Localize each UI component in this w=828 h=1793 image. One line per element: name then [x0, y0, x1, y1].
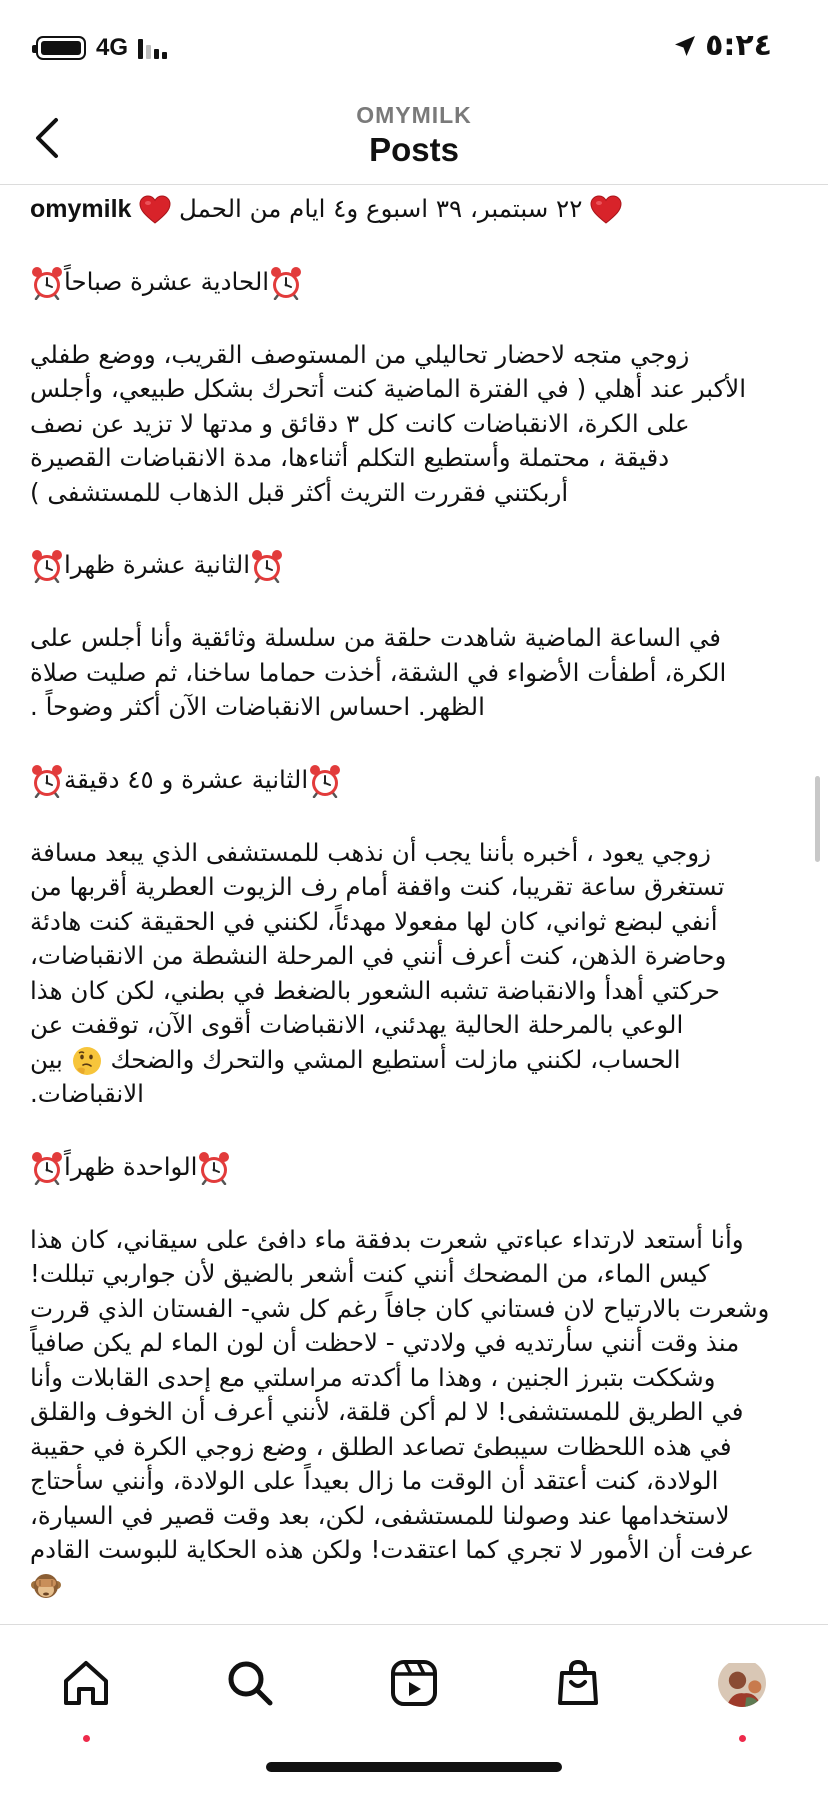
- avatar: [718, 1659, 766, 1707]
- caption-line: [30, 1568, 800, 1603]
- caption-line: وشككت بتبرز الجنين ، وهذا ما أكدته مراسلتي مع إحدى القابلات وأنا: [30, 1362, 716, 1392]
- location-arrow-icon: [673, 34, 697, 58]
- tab-profile[interactable]: [712, 1653, 772, 1713]
- caption-line: في الطريق للمستشفى! لا لم أكن قلقة، لأنني أعرف أن الخوف والقلق: [30, 1397, 744, 1426]
- alarm-clock-icon: [197, 1151, 231, 1185]
- reels-icon: [388, 1657, 440, 1709]
- caption-line: في الساعة الماضية شاهدت حلقة من سلسلة وثائقية وأنا أجلس على: [30, 623, 721, 652]
- section-heading: الحادية عشرة صباحاً: [30, 265, 800, 300]
- caption-line: وحاضرة الذهن، كنت أعرف أنني في المرحلة النشطة من الانقباضات،: [30, 941, 727, 970]
- alarm-clock-icon: [30, 266, 64, 300]
- tab-search[interactable]: [220, 1653, 280, 1713]
- caption-line: وشعرت بالارتياح لان فستاني كان جافاً رغم كل شي- الفستان الذي قررت: [30, 1293, 770, 1323]
- nav-header: [0, 96, 828, 185]
- header-username[interactable]: OMYMILK: [356, 102, 472, 128]
- notification-dot: [83, 1735, 90, 1742]
- alarm-clock-icon: [30, 764, 64, 798]
- caption-line: في هذه اللحظات سيبطئ تصاعد الطلق ، وضع زوجي الكرة في حقيبة: [30, 1431, 732, 1461]
- caption-line: تستغرق ساعة تقريبا، كنت واقفة أمام رف الزيوت العطرية أقربها من: [30, 872, 725, 901]
- header-titles: [0, 102, 828, 169]
- tab-reels[interactable]: [384, 1653, 444, 1713]
- tab-home[interactable]: [56, 1653, 116, 1713]
- see-no-evil-monkey-icon: [30, 1570, 62, 1602]
- alarm-clock-icon: [250, 549, 284, 583]
- alarm-clock-icon: [30, 1151, 64, 1185]
- caption-date-text: ٢٢ سبتمبر، ٣٩ اسبوع و٤ ايام من الحمل: [179, 194, 583, 223]
- caption-line: لاستخدامها عند وصولنا للمستشفى، لكن، بعد وقت قصير في السيارة،: [30, 1500, 730, 1530]
- tab-shop[interactable]: [548, 1653, 608, 1713]
- caption-first-line: [30, 192, 800, 227]
- caption-line: أنفي لبضع ثواني، كان لها مفعولا مهدئاً، لكنني في الحقيقة كنت هادئة: [30, 906, 718, 936]
- caption-line: الكرة، أطفأت الأضواء في الشقة، أخذت حماما ساخنا، ثم صليت صلاة: [30, 657, 727, 687]
- caption-line: الأكبر عند أهلي ( في الفترة الماضية كنت أتحرك بشكل طبيعي، وأجلس: [30, 374, 747, 403]
- caption-line: زوجي يعود ، أخبره بأننا يجب أن نذهب للمستشفى الذي يبعد مسافة: [30, 837, 711, 867]
- home-icon: [60, 1657, 112, 1709]
- status-bar: [0, 0, 828, 96]
- home-indicator: [266, 1762, 562, 1772]
- caption-line: الوعي بالمرحلة الحالية يهدئني، الانقباضات أقوى الآن، توقفت عن: [30, 1010, 684, 1039]
- status-right: [673, 28, 772, 63]
- caption-line: وأنا أستعد لارتداء عباءتي شعرت بدفقة ماء دافئ على سيقاني، كان هذا: [30, 1224, 744, 1254]
- network-type: 4G: [96, 34, 129, 61]
- caption-line: كيس الماء، من المضحك أنني كنت أشعر بالضيق لأن جواربي تبللت!: [30, 1259, 710, 1288]
- shopping-bag-icon: [552, 1657, 604, 1709]
- alarm-clock-icon: [308, 764, 342, 798]
- caption-line: دقيقة ، محتملة وأستطيع التكلم أثناءها، مدة الانقباضات القصيرة: [30, 443, 670, 472]
- section-heading: الواحدة ظهراً: [30, 1150, 800, 1185]
- caption-line: حركتي أهدأ والانقباضة تشبه الشعور بالضغط في بطني، لكن كان هذا: [30, 975, 720, 1005]
- status-left: [36, 34, 167, 62]
- signal-strength-icon: [138, 37, 167, 59]
- page-title: Posts: [369, 131, 459, 168]
- alarm-clock-icon: [269, 266, 303, 300]
- caption-line: أربكتني فقررت التريث أكثر قبل الذهاب للمستشفى ): [30, 477, 569, 507]
- caption-line: زوجي متجه لاحضار تحاليلي من المستوصف القريب، ووضع طفلي: [30, 339, 690, 369]
- alarm-clock-icon: [30, 549, 64, 583]
- post-caption: [30, 192, 800, 1610]
- notification-dot: [739, 1735, 746, 1742]
- caption-line: على الكرة، الانقباضات كانت كل ٣ دقائق و مدتها لا تزيد عن نصف: [30, 408, 690, 438]
- search-icon: [224, 1657, 276, 1709]
- caption-line: الانقباضات.: [30, 1079, 144, 1108]
- red-heart-icon: [139, 195, 171, 225]
- red-heart-icon: [590, 195, 622, 225]
- caption-line: الولادة، كنت أعتقد أن الوقت ما زال بعيداً على الولادة، وأنني سأحتاج: [30, 1466, 719, 1495]
- section-heading: الثانية عشرة ظهرا: [30, 548, 800, 583]
- scroll-indicator[interactable]: [815, 776, 820, 862]
- section-heading: الثانية عشرة و ٤٥ دقيقة: [30, 763, 800, 798]
- caption-line: منذ وقت أنني سأرتديه في ولادتي - لاحظت أن لون الماء لم يكن صافياً: [30, 1328, 740, 1357]
- caption-line: الحساب، لكنني مازلت أستطيع المشي والتحرك والضحك بين: [30, 1043, 800, 1078]
- battery-icon: [36, 36, 86, 60]
- thinking-face-icon: [71, 1045, 103, 1077]
- caption-username[interactable]: omymilk: [30, 195, 132, 223]
- caption-line: عرفت أن الأمور لا تجري كما اعتقدت! ولكن هذه الحكاية للبوست القادم: [30, 1535, 754, 1564]
- caption-line: الظهر. احساس الانقباضات الآن أكثر وضوحاً .: [30, 692, 485, 721]
- status-time: ٥:٢٤: [705, 28, 772, 63]
